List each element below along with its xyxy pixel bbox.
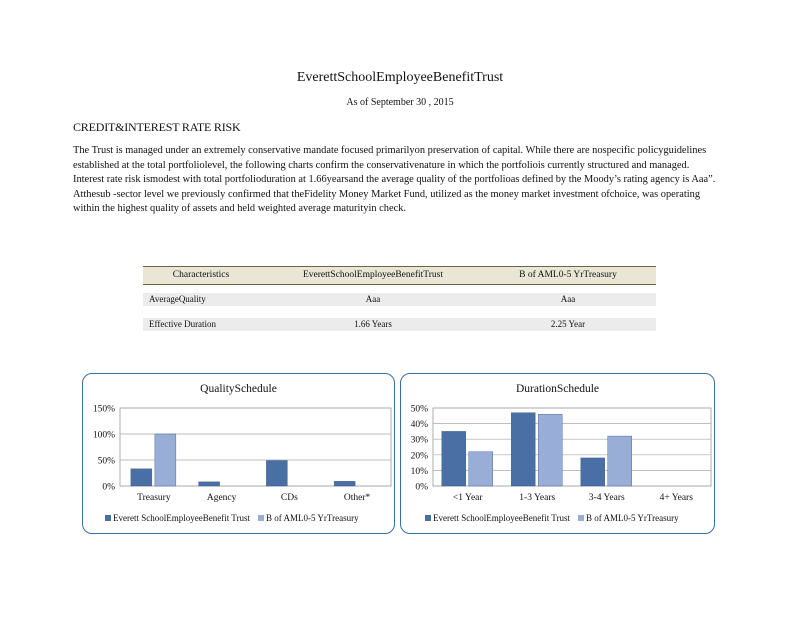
x-tick-label: 4+ Years <box>659 493 693 503</box>
table-header-row <box>143 266 656 285</box>
x-tick-label: <1 Year <box>452 493 483 503</box>
bar <box>581 458 605 486</box>
y-tick-label: 100% <box>92 430 115 441</box>
x-tick-label: Treasury <box>137 493 171 503</box>
duration-chart-panel <box>400 373 715 534</box>
legend-swatch <box>105 515 111 521</box>
bar <box>538 414 562 486</box>
bar <box>199 482 220 486</box>
body-paragraph: The Trust is managed under an extremely conservative mandate focused primarilyon preservation of capital. While there are nospecific policyguidelines established at the total portfoliolevel, the following charts confirm the conservativenature in which the portfoliois currently structured and managed. Interest rate risk ismodest with total portfolioduration at 1.66yearsand the average quality of the portfolioas defined by the Moody’s rating agency is Aaa”. Atthesub -sector level we previously confirmed that theFidelity Money Market Fund, utilized as the money market investment ofchoice, was operating within the highest quality of assets and held weighted average maturityin check. <box>73 145 716 215</box>
x-tick-label: Other* <box>343 493 371 503</box>
y-tick-label: 20% <box>410 451 428 462</box>
bar <box>469 452 493 486</box>
x-tick-label: 1-3 Years <box>519 493 556 503</box>
x-tick-label: CDs <box>280 493 298 503</box>
section-heading: CREDIT&INTEREST RATE RISK <box>73 120 241 134</box>
bar <box>608 436 632 486</box>
y-tick-label: 0% <box>102 482 115 493</box>
quality-schedule-chart <box>83 374 394 533</box>
as-of-date: As of September 30 , 2015 <box>346 97 454 108</box>
legend-swatch <box>578 515 584 521</box>
table-row <box>143 318 656 331</box>
table-cell: Aaa <box>365 294 381 304</box>
table-cell: Aaa <box>560 294 576 304</box>
legend-entry: Everett SchoolEmployeeBenefit Trust <box>113 513 250 523</box>
table-header-cell: EverettSchoolEmployeeBenefitTrust <box>302 270 443 280</box>
table-cell: Effective Duration <box>149 319 217 329</box>
document-title: EverettSchoolEmployeeBenefitTrust <box>296 70 504 85</box>
chart-title: QualitySchedule <box>200 383 277 395</box>
bar <box>155 434 176 486</box>
bar <box>334 481 355 486</box>
bar <box>511 413 535 486</box>
table-row <box>143 293 656 306</box>
bar <box>442 431 466 486</box>
chart-title: DurationSchedule <box>515 383 600 395</box>
y-tick-label: 0% <box>415 482 428 493</box>
y-tick-label: 50% <box>410 404 428 415</box>
quality-chart-panel <box>82 373 395 534</box>
y-tick-label: 50% <box>97 456 115 467</box>
legend-entry: B of AML0-5 YrTreasury <box>585 513 679 523</box>
bar <box>266 461 287 486</box>
bar <box>131 469 152 486</box>
y-tick-label: 150% <box>92 404 115 415</box>
legend-swatch <box>258 515 264 521</box>
table-header-cell: Characteristics <box>172 270 230 280</box>
table-cell: 2.25 Year <box>550 319 586 329</box>
table-cell: AverageQuality <box>149 294 206 304</box>
legend-swatch <box>425 515 431 521</box>
table-header-cell: B of AML0-5 YrTreasury <box>519 270 617 280</box>
table-cell: 1.66 Years <box>354 319 392 329</box>
legend-entry: Everett SchoolEmployeeBenefit Trust <box>433 513 570 523</box>
legend-entry: B of AML0-5 YrTreasury <box>265 513 359 523</box>
x-tick-label: 3-4 Years <box>588 493 625 503</box>
y-tick-label: 40% <box>410 420 428 431</box>
duration-schedule-chart <box>401 374 714 533</box>
y-tick-label: 30% <box>410 435 428 446</box>
y-tick-label: 10% <box>410 466 428 477</box>
x-tick-label: Agency <box>206 493 237 503</box>
